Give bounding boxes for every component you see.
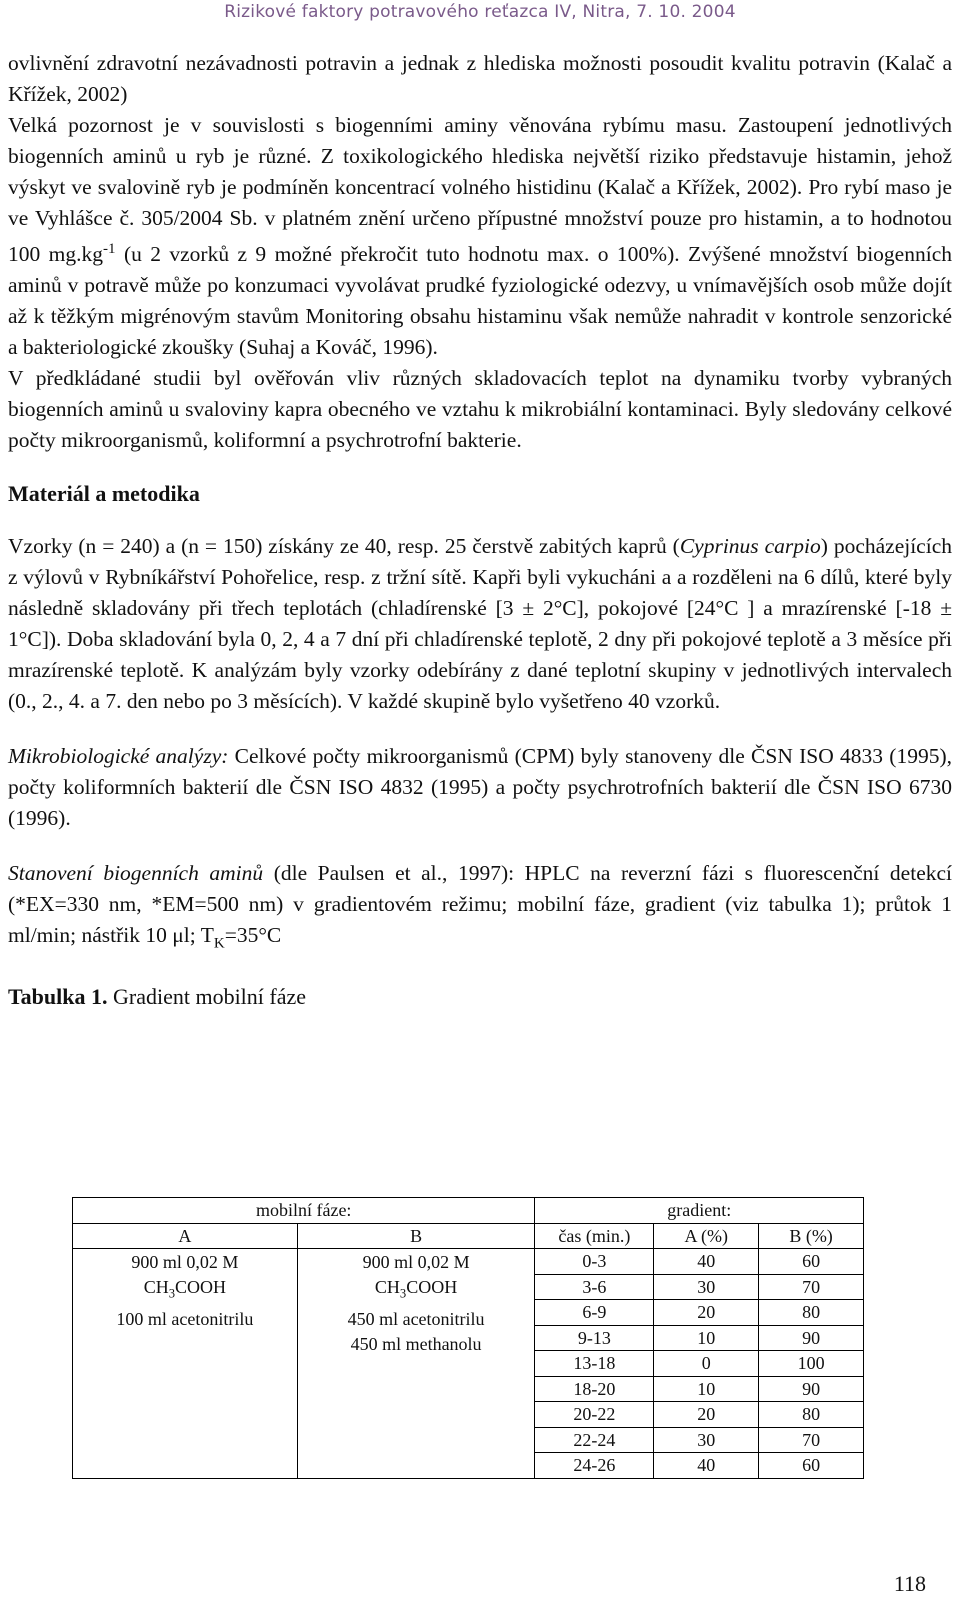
- table-cell: 80: [759, 1402, 864, 1428]
- table-caption: Tabulka 1. Gradient mobilní fáze: [8, 984, 307, 1010]
- col-header-time: čas (min.): [535, 1223, 654, 1249]
- table-cell: 30: [654, 1274, 759, 1300]
- col-header-a: A: [73, 1223, 298, 1249]
- table-cell: 22-24: [535, 1427, 654, 1453]
- table-cell: 40: [654, 1249, 759, 1275]
- table-cell: 70: [759, 1427, 864, 1453]
- table-cell: 10: [654, 1376, 759, 1402]
- table-cell: 6-9: [535, 1300, 654, 1326]
- paragraph: Stanovení biogenních aminů (dle Paulsen et al., 1997): HPLC na reverzní fázi s fluorescenční detekcí (*EX=330 nm, *EM=500 nm) v gradientovém režimu; mobilní fáze, gradient (viz tabulka 1); průtok 1 ml/min; nástřik 10 μl; $T_K=35^\circ C$: [8, 861, 952, 952]
- table-cell: 90: [759, 1325, 864, 1351]
- table-cell: 18-20: [535, 1376, 654, 1402]
- table-cell: 0-3: [535, 1249, 654, 1275]
- table-cell: 100: [759, 1351, 864, 1377]
- gradient-table: [72, 1197, 864, 1479]
- table-column-header-row: [73, 1223, 864, 1249]
- table-cell: 90: [759, 1376, 864, 1402]
- table-cell: 10: [654, 1325, 759, 1351]
- table-cell: 70: [759, 1274, 864, 1300]
- page-number: 118: [893, 1571, 926, 1596]
- section-heading: Materiál a metodika: [8, 481, 200, 507]
- paragraph: ovlivnění zdravotní nezávadnosti potravin a jednak z hlediska možnosti posoudit kvalitu potravin (Kalač a Křížek, 2002): [8, 51, 952, 106]
- group-header-gradient: gradient:: [535, 1198, 864, 1224]
- table-cell: 13-18: [535, 1351, 654, 1377]
- mobile-phase-b-cell: 900 ml 0,02 M $CH_3COOH$ 450 ml acetonitrilu 450 ml methanolu: [297, 1249, 535, 1479]
- table-cell: 3-6: [535, 1274, 654, 1300]
- table-row: [73, 1249, 864, 1275]
- table-cell: 30: [654, 1427, 759, 1453]
- table-cell: 40: [654, 1453, 759, 1479]
- table-cell: 0: [654, 1351, 759, 1377]
- group-header-mobile-phase: mobilní fáze:: [73, 1198, 535, 1224]
- paragraph: V předkládané studii byl ověřován vliv různých skladovacích teplot na dynamiku tvorby vybraných biogenních aminů u svaloviny kapra obecného ve vztahu k mikrobiální kontaminaci. Byly sledovány celkové počty mikroorganismů, koliformní a psychrotrofní bakterie.: [8, 366, 952, 453]
- running-header: Rizikové faktory potravového reťazca IV, Nitra, 7. 10. 2004: [224, 2, 736, 22]
- col-header-a-percent: A (%): [654, 1223, 759, 1249]
- table-cell: 80: [759, 1300, 864, 1326]
- gradient-table-wrapper: [72, 1197, 864, 1479]
- table-cell: 60: [759, 1453, 864, 1479]
- col-header-b-percent: B (%): [759, 1223, 864, 1249]
- table-cell: 20: [654, 1402, 759, 1428]
- mobile-phase-a-cell: 900 ml 0,02 M $CH_3COOH$ 100 ml acetonitrilu: [73, 1249, 298, 1479]
- paragraph: Velká pozornost je v souvislosti s biogenními aminy věnována rybímu masu. Zastoupení jednotlivých biogenních aminů u ryb je různé. Z toxikologického hlediska největší riziko představuje histamin, jehož výskyt ve svalovině ryb je podmíněn koncentrací volného histidinu (Kalač a Křížek, 2002). Pro rybí maso je ve Vyhlášce č. 305/2004 Sb. v platném znění určeno přípustné množství pouze pro histamin, a to hodnotou 100 $mg.kg^{-1}$ (u 2 vzorků z 9 možné překročit tuto hodnotu max. o 100%). Zvýšené množství biogenních aminů v potravě může po konzumaci vyvolávat prudké fyziologické odezvy, u vnímavějších osob může dojít až k těžkým migrénovým stavům Monitoring obsahu histaminu však nemůže nahradit v kontrole senzorické a bakteriologické zkoušky (Suhaj a Kováč, 1996).: [8, 113, 952, 360]
- paragraph: Vzorky (n = 240) a (n = 150) získány ze 40, resp. 25 čerstvě zabitých kaprů (Cyprinus carpio) pocházejících z výlovů v Rybníkářství Pohořelice, resp. z tržní sítě. Kapři byli vykucháni a a rozděleni na 6 dílů, které byly následně skladovány při třech teplotách (chladírenské [3 ± 2°C], pokojové [24°C ] a mrazírenské [-18 ± 1°C]). Doba skladování byla 0, 2, 4 a 7 dní při chladírenské teplotě, 2 dny při pokojové teplotě a 3 měsíce při mrazírenské teplotě. K analýzám byly vzorky odebírány z dané teplotní skupiny v jednotlivých intervalech (0., 2., 4. a 7. den nebo po 3 měsících). V každé skupině bylo vyšetřeno 40 vzorků.: [8, 534, 952, 714]
- table-cell: 9-13: [535, 1325, 654, 1351]
- col-header-b: B: [297, 1223, 535, 1249]
- paragraph: Mikrobiologické analýzy: Celkové počty mikroorganismů (CPM) byly stanoveny dle ČSN ISO 4833 (1995), počty koliformních bakterií dle ČSN ISO 4832 (1995) a počty psychrotrofních bakterií dle ČSN ISO 6730 (1996).: [8, 744, 952, 831]
- table-cell: 20-22: [535, 1402, 654, 1428]
- page-body: [8, 48, 952, 1012]
- table-cell: 20: [654, 1300, 759, 1326]
- table-group-header-row: [73, 1198, 864, 1224]
- table-cell: 60: [759, 1249, 864, 1275]
- table-cell: 24-26: [535, 1453, 654, 1479]
